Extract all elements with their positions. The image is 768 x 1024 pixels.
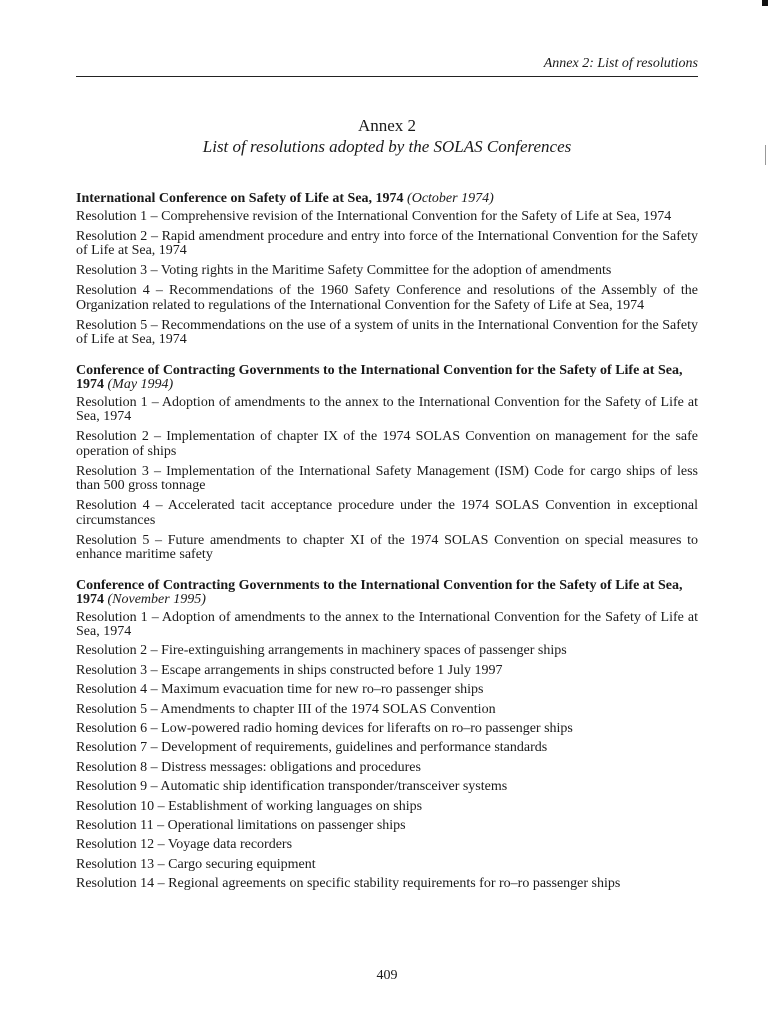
section-heading [76, 579, 698, 608]
resolution-item: Resolution 5 – Recommendations on the use of a system of units in the International Convention for the Safety of Life at Sea, 1974 [76, 317, 698, 347]
resolution-item: Resolution 2 – Implementation of chapter IX of the 1974 SOLAS Convention on management for the safe operation of ships [76, 429, 698, 459]
resolution-item: Resolution 3 – Escape arrangements in ships constructed before 1 July 1997 [76, 662, 503, 678]
header-rule [76, 76, 698, 77]
resolutions-list [76, 192, 698, 908]
section-date: (November 1995) [107, 592, 206, 607]
resolution-item: Resolution 3 – Voting rights in the Maritime Safety Committee for the adoption of amendments [76, 263, 612, 278]
scan-edge-line [765, 145, 766, 165]
resolution-item: Resolution 6 – Low-powered radio homing devices for liferafts on ro–ro passenger ships [76, 720, 573, 736]
section-conference-may-1994 [76, 364, 698, 563]
resolution-item: Resolution 4 – Recommendations of the 1960 Safety Conference and resolutions of the Assembly of the Organization related to regulations of the International Convention for the Safety of Life at Sea, 1974 [76, 283, 698, 313]
page-number: 409 [376, 968, 398, 983]
section-heading-text: International Conference on Safety of Life at Sea, 1974 [76, 191, 404, 206]
resolution-item: Resolution 4 – Maximum evacuation time for new ro–ro passenger ships [76, 682, 484, 698]
resolution-item: Resolution 10 – Establishment of working languages on ships [76, 798, 423, 814]
resolution-item: Resolution 5 – Amendments to chapter III of the 1974 SOLAS Convention [76, 701, 496, 717]
section-conference-november-1995 [76, 579, 698, 892]
section-heading-text: Conference of Contracting Governments to the International Convention for the Safety of Life at Sea, 1974 [76, 577, 683, 607]
scan-edge-mark [762, 0, 768, 6]
resolution-item: Resolution 12 – Voyage data recorders [76, 837, 293, 853]
resolution-item: Resolution 1 – Adoption of amendments to the annex to the International Convention for the Safety of Life at Sea, 1974 [76, 394, 698, 424]
resolution-item: Resolution 11 – Operational limitations on passenger ships [76, 817, 406, 833]
resolution-item: Resolution 2 – Rapid amendment procedure and entry into force of the International Convention for the Safety of Life at Sea, 1974 [76, 228, 698, 258]
running-head: Annex 2: List of resolutions [543, 56, 698, 71]
resolution-item: Resolution 3 – Implementation of the International Safety Management (ISM) Code for cargo ships of less than 500 gross tonnage [76, 463, 698, 493]
annex-subtitle: List of resolutions adopted by the SOLAS Conferences [202, 137, 572, 156]
section-solas-1974 [76, 192, 698, 348]
section-heading-text: Conference of Contracting Governments to the International Convention for the Safety of Life at Sea, 1974 [76, 362, 683, 392]
resolution-item: Resolution 4 – Accelerated tacit acceptance procedure under the 1974 SOLAS Convention in exceptional circumstances [76, 498, 698, 528]
resolution-item: Resolution 8 – Distress messages: obligations and procedures [76, 759, 421, 775]
resolution-item: Resolution 5 – Future amendments to chapter XI of the 1974 SOLAS Convention on special measures to enhance maritime safety [76, 532, 698, 562]
resolution-item: Resolution 2 – Fire-extinguishing arrangements in machinery spaces of passenger ships [76, 643, 567, 659]
resolution-item: Resolution 9 – Automatic ship identification transponder/transceiver systems [76, 779, 508, 795]
resolution-item: Resolution 7 – Development of requirements, guidelines and performance standards [76, 740, 548, 756]
resolution-item: Resolution 1 – Comprehensive revision of the International Convention for the Safety of Life at Sea, 1974 [76, 208, 672, 224]
section-date: (October 1974) [407, 191, 494, 206]
resolution-item: Resolution 1 – Adoption of amendments to the annex to the International Convention for the Safety of Life at Sea, 1974 [76, 609, 698, 639]
resolution-item: Resolution 13 – Cargo securing equipment [76, 856, 316, 872]
annex-title: Annex 2 [357, 116, 417, 135]
section-heading [76, 192, 698, 207]
resolution-item: Resolution 14 – Regional agreements on specific stability requirements for ro–ro passenger ships [76, 876, 621, 892]
section-heading [76, 364, 698, 393]
section-date: (May 1994) [107, 377, 174, 392]
